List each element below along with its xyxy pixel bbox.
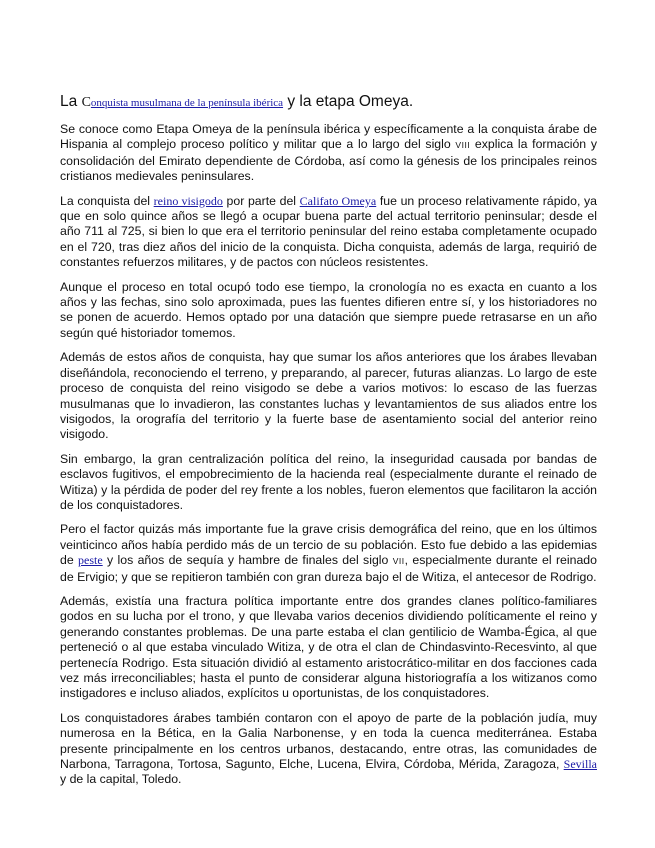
paragraph-5: Sin embargo, la gran centralización política del reino, la inseguridad causada por bandas de esclavos fugitivos, el empobrecimiento de la hacienda real (especialmente durante el reinado de Witiza) y la pérdida de poder del rey frente a los nobles, fueron elementos que facilitaron la acción de los conquistadores. [60,451,597,512]
paragraph-6 [60,522,597,585]
peste-link[interactable]: peste [78,553,103,568]
p2-text-a: La conquista del [60,193,154,208]
paragraph-2 [60,194,597,271]
p6-text-a: Pero el factor quizás más importante fue la grave crisis demográfica del reino, que en los últimos veinticinco años había perdido más de un tercio de su población. Esto fue debido a las epidemias de [60,522,597,568]
reino-visigodo-link[interactable]: reino visigodo [153,193,223,208]
p1-text-b: explica la formación y consolidación del Emirato dependiente de Córdoba, así como la génesis de los principales reinos cristianos medievales peninsulares. [60,137,597,184]
century-viii: VIII [455,140,471,151]
p6-text-c: , especialmente durante el reinado de Ervigio; y que se repitieron también con gran dureza bajo el de Witiza, el antecesor de Rodrigo. [60,553,597,584]
paragraph-1 [60,122,597,185]
p1-text-a: Se conoce como Etapa Omeya de la península ibérica y específicamente a la conquista árabe de Hispania al complejo proceso político y militar que a lo largo del siglo [60,122,597,152]
title-initial: C [81,95,91,110]
paragraph-7: Además, existía una fractura política importante entre dos grandes clanes político-familiares godos en su lucha por el trono, y que llevaba varios decenios dividiendo políticamente el reino y generando constantes problemas. De una parte estaba el clan gentilicio de Wamba-Égica, al que perteneció o al que estaba vinculado Witiza, y de otra el clan de Chindasvinto-Recesvinto, al que pertenecía Rodrigo. Esta situación dividió al estamento aristocrático-militar en dos facciones cada vez más irreconciliables; hasta el punto de considerar alguna historiografía a los witizanos como instigadores e incluso aliados, explícitos u oportunistas, de los conquistadores. [60,593,597,701]
title-prefix: La [60,93,82,110]
p6-text-b: y los años de sequía y hambre de finales del siglo [102,553,393,568]
document-title [60,92,597,113]
paragraph-3: Aunque el proceso en total ocupó todo ese tiempo, la cronología no es exacta en cuanto a los años y las fechas, sino solo aproximada, pues las fuentes difieren entre sí, y los historiadores no se ponen de acuerdo. Hemos optado por una datación que siempre puede retrasarse en un año según qué historiador tomemos. [60,279,597,340]
p2-text-c: fue un proceso relativamente rápido, ya que en solo quince años se llegó a ocupar buena parte del actual territorio peninsular; desde el año 711 al 725, si bien lo que era el territorio peninsular del reino estaba completamente ocupado en el 720, tras diez años del inicio de la conquista. Dicha conquista, además de larga, requirió de constantes refuerzos militares, y de pactos con núcleos resistentes. [60,193,597,270]
sevilla-link[interactable]: Sevilla [563,757,597,772]
p8-text-b: y de la capital, Toledo. [60,772,182,787]
paragraph-4: Además de estos años de conquista, hay que sumar los años anteriores que los árabes llevaban diseñándola, reconociendo el terreno, y preparando, al parecer, futuras alianzas. Lo largo de este proceso de conquista del reino visigodo se debe a varios motivos: lo escaso de las fuerzas musulmanas que lo invadieron, las constantes luchas y levantamientos de sus aliados entre los visigodos, la orografía del territorio y la fuerte base de asentamiento social del anterior reino visigodo. [60,350,597,442]
p8-text-a: Los conquistadores árabes también contaron con el apoyo de parte de la población judía, muy numerosa en la Bética, en la Galia Narbonense, y en toda la cuenca mediterránea. Estaba presente principalmente en los centros urbanos, destacando, entre otras, las comunidades de Narbona, Tarragona, Tortosa, Sagunto, Elche, Lucena, Elvira, Córdoba, Mérida, Zaragoza, [60,710,597,772]
califato-omeya-link[interactable]: Califato Omeya [299,193,377,208]
paragraph-8 [60,711,597,788]
conquista-link[interactable]: onquista musulmana de la península ibérica [90,97,284,109]
century-vii: VII [392,556,405,567]
p2-text-b: por parte del [222,193,300,208]
title-suffix: y la etapa Omeya. [283,93,414,110]
document-page [60,92,597,797]
